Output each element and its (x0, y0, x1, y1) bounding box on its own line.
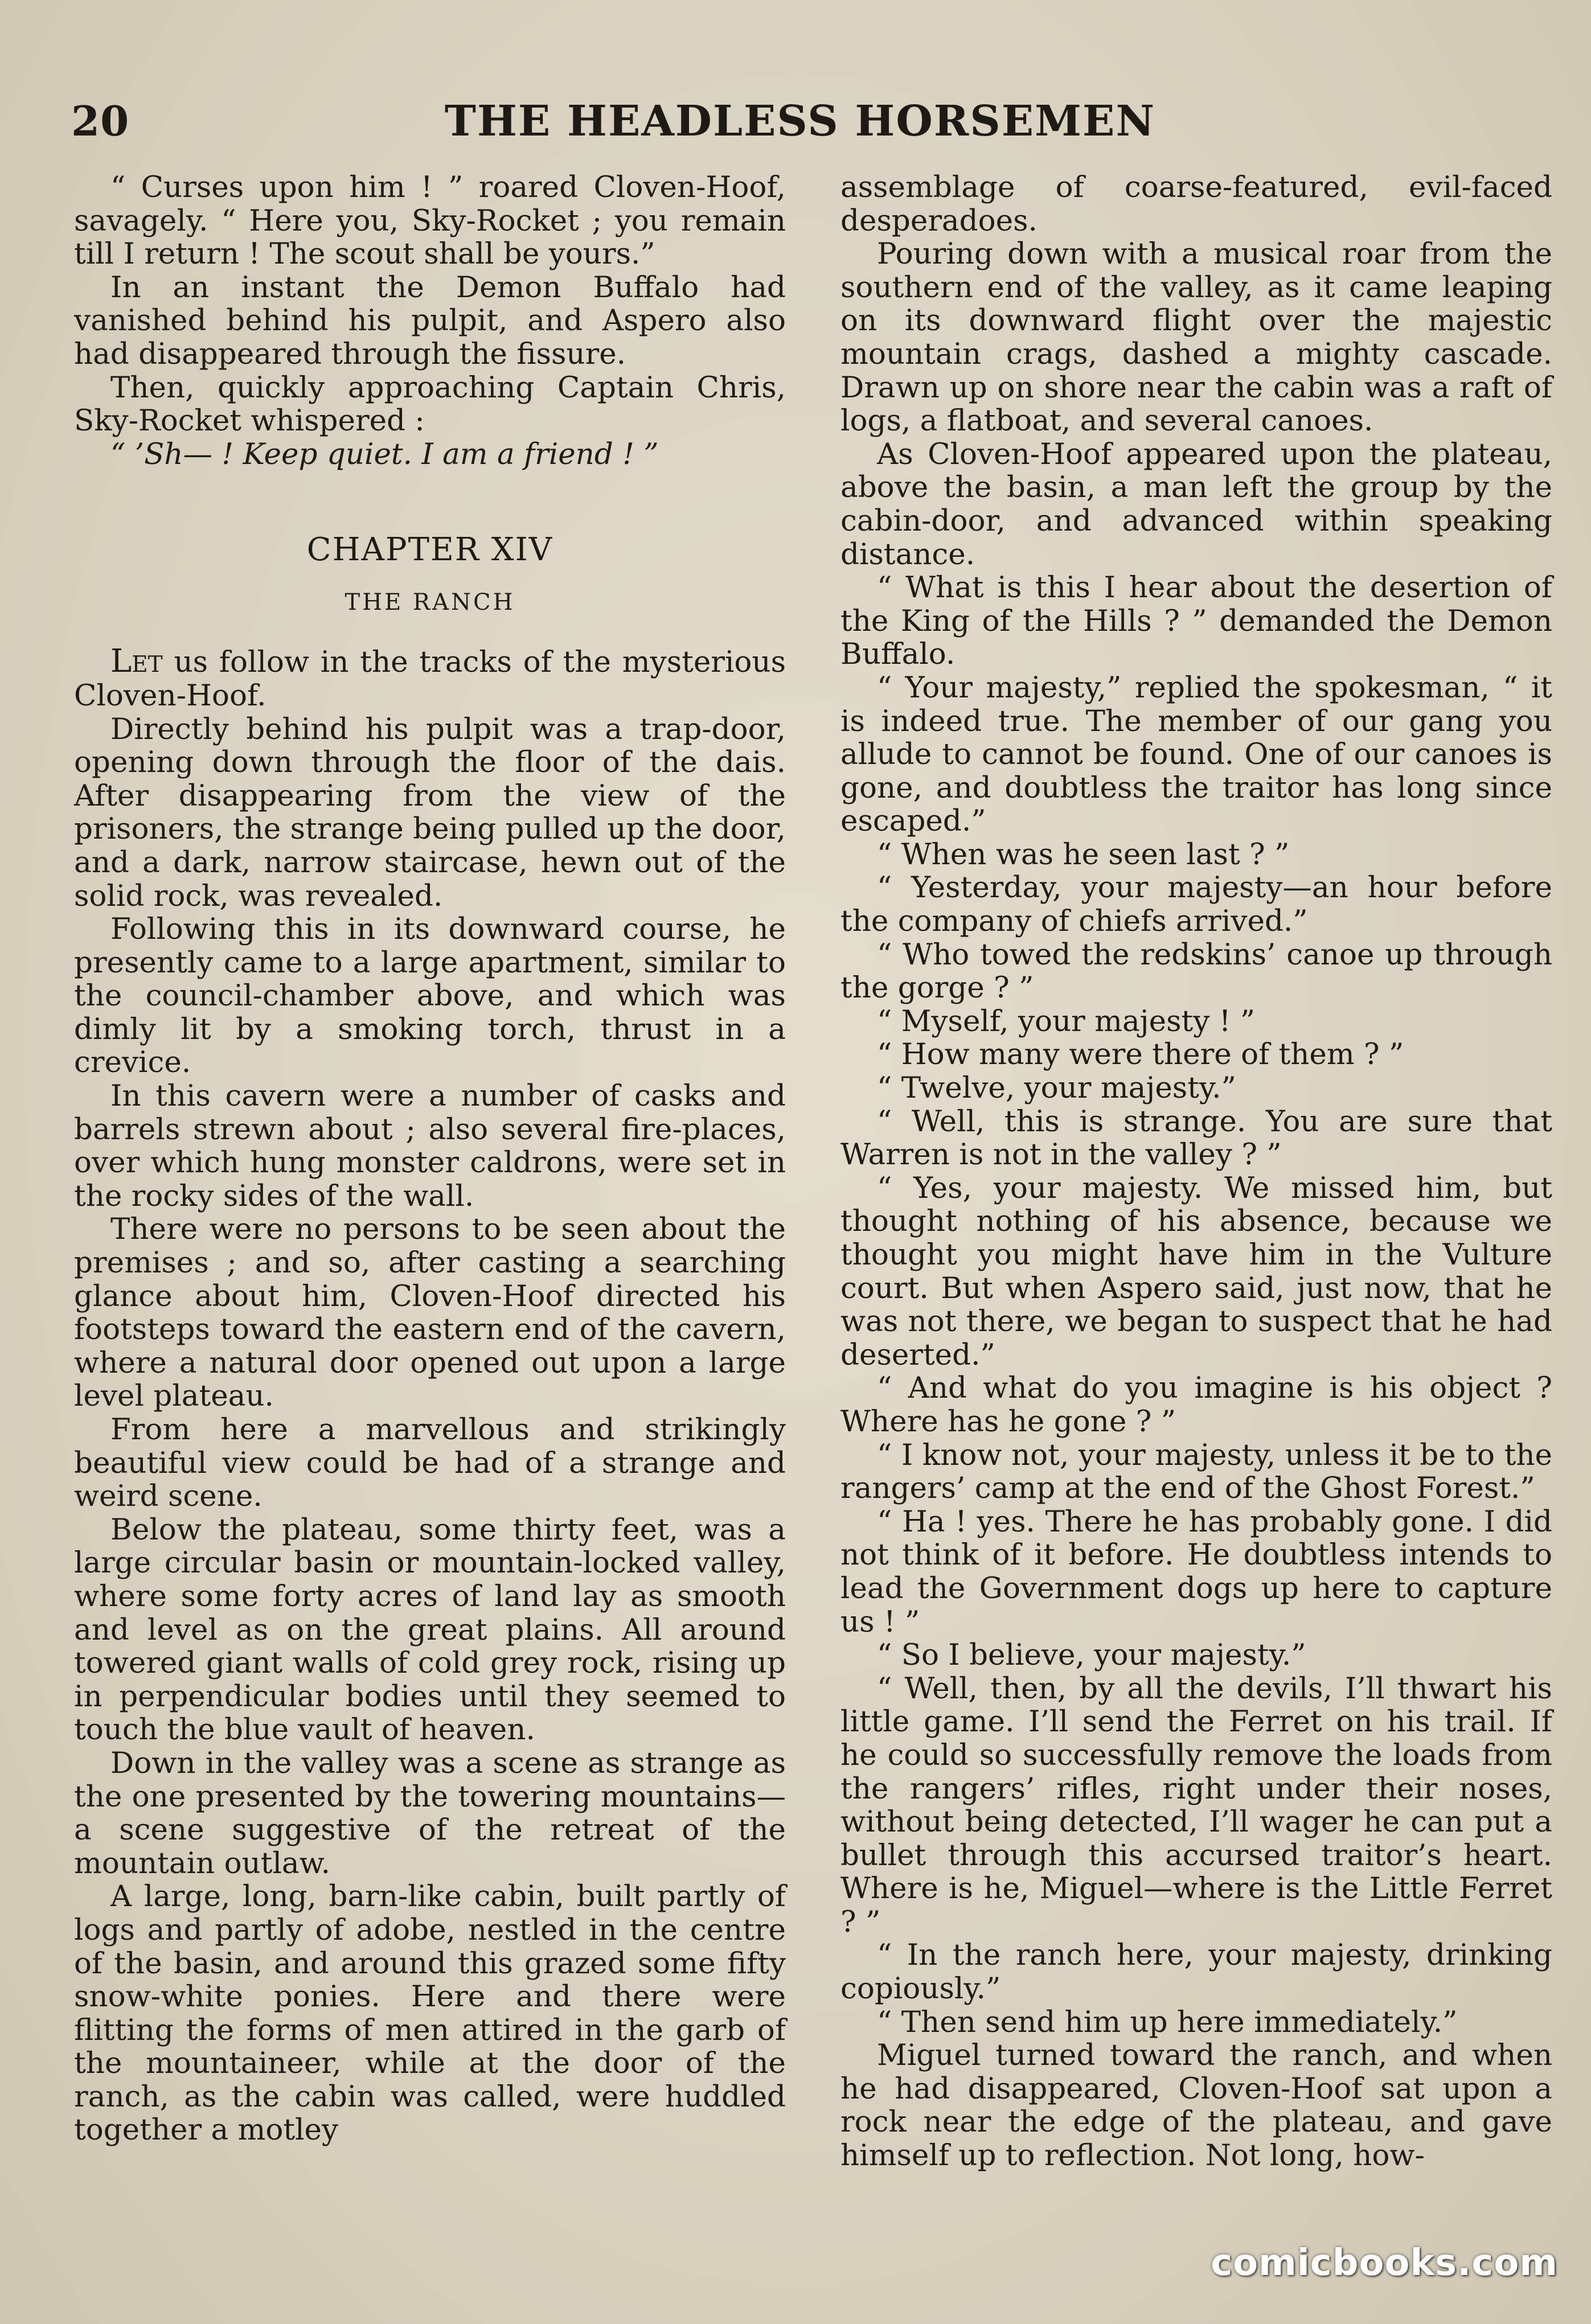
right-text-column (840, 171, 1552, 2249)
paragraph: “ And what do you imagine is his object ? Where has he gone ? ” (840, 1371, 1552, 1439)
paragraph: As Cloven-Hoof appeared upon the plateau, above the basin, a man left the group by the cabin-door, and advanced within speaking distance. (840, 437, 1552, 572)
paragraph: “ Well, this is strange. You are sure that Warren is not in the valley ? ” (840, 1104, 1552, 1172)
paragraph: There were no persons to be seen about the premises ; and so, after casting a searching glance about him, Cloven-Hoof directed his footsteps toward the eastern end of the cavern, where a natural door opened out upon a large level plateau. (74, 1212, 786, 1414)
paragraph: “ Yes, your majesty. We missed him, but thought nothing of his absence, because we thought you might have him in the Vulture court. But when Aspero said, just now, that he was not there, we began to suspect that he had deserted.” (840, 1171, 1552, 1372)
paragraph: From here a marvellous and strikingly beautiful view could be had of a strange and weird scene. (74, 1413, 786, 1514)
paragraph: “ In the ranch here, your majesty, drinking copiously.” (840, 1938, 1552, 2006)
page-header (71, 97, 1529, 148)
paragraph: “ So I believe, your majesty.” (877, 1638, 1306, 1673)
paragraph: Directly behind his pulpit was a trap-door, opening down through the floor of the dais. After disappearing from the view of the prisoners, the strange being pulled up the door, and a dark, narrow staircase, hewn out of the solid rock, was revealed. (74, 712, 786, 913)
paragraph: A large, long, barn-like cabin, built partly of logs and partly of adobe, nestled in the centre of the basin, and around this grazed some fifty snow-white ponies. Here and there were flitting the forms of men attired in the garb of the mountaineer, while at the door of the ranch, as the cabin was called, were huddled together a motley (74, 1879, 786, 2148)
paragraph: Miguel turned toward the ranch, and when he had disappeared, Cloven-Hoof sat upon a rock near the edge of the plateau, and gave himself up to reflection. Not long, how- (840, 2038, 1552, 2173)
paragraph: “ What is this I hear about the desertion of the King of the Hills ? ” demanded the Demon Buffalo. (840, 570, 1552, 672)
chapter-subtitle: THE RANCH (345, 589, 515, 616)
paragraph: “ Yesterday, your majesty—an hour before the company of chiefs arrived.” (840, 871, 1552, 939)
paragraph: “ Your majesty,” replied the spokesman, “ it is indeed true. The member of our gang you allude to cannot be found. One of our canoes is gone, and doubtless the traitor has long since escaped.” (840, 670, 1552, 839)
running-title: THE HEADLESS HORSEMEN (444, 97, 1156, 146)
page-number: 20 (71, 97, 130, 145)
paragraph: “ Well, then, by all the devils, I’ll thwart his little game. I’ll send the Ferret on his trail. If he could so successfully remove the loads from the rangers’ rifles, right under their noses, without being detected, I’ll wager he can put a bullet through this accursed traitor’s heart. Where is he, Miguel—where is the Little Ferret ? ” (840, 1671, 1552, 1939)
paragraph: In this cavern were a number of casks and barrels strewn about ; also several fire-places, over which hung monster caldrons, were set in the rocky sides of the wall. (74, 1079, 786, 1213)
paragraph: “ Ha ! yes. There he has probably gone. I did not think of it before. He doubtless intends to lead the Government dogs up here to capture us ! ” (840, 1504, 1552, 1639)
paragraph: Down in the valley was a scene as strange as the one presented by the towering mountains—a scene suggestive of the retreat of the mountain outlaw. (74, 1746, 786, 1880)
chapter-opening-word: Let (110, 643, 163, 680)
paragraph: “ Twelve, your majesty.” (877, 1071, 1236, 1106)
paragraph: Following this in its downward course, he presently came to a large apartment, similar to the council-chamber above, and which was dimly lit by a smoking torch, thrust in a crevice. (74, 912, 786, 1080)
paragraph: Then, quickly approaching Captain Chris, Sky-Rocket whispered : (74, 370, 786, 438)
left-text-column (74, 171, 786, 2249)
paragraph: “ How many were there of them ? ” (877, 1037, 1404, 1072)
paragraph: assemblage of coarse-featured, evil-faced desperadoes. (840, 170, 1552, 238)
paragraph: “ When was he seen last ? ” (877, 837, 1290, 872)
chapter-title: CHAPTER XIV (306, 531, 553, 569)
site-watermark: comicbooks.com (1211, 2242, 1558, 2284)
paragraph-text: us follow in the tracks of the mysterious Cloven-Hoof. (74, 645, 786, 713)
paragraph: “ ’Sh— ! Keep quiet. I am a friend ! ” (110, 437, 659, 471)
paragraph: “ Curses upon him ! ” roared Cloven-Hoof, savagely. “ Here you, Sky-Rocket ; you remain till I return ! The scout shall be yours.” (74, 170, 786, 272)
paragraph (74, 645, 786, 712)
paragraph: “ Myself, your majesty ! ” (877, 1004, 1256, 1038)
paragraph: “ Then send him up here immediately.” (877, 2005, 1458, 2039)
paragraph: Pouring down with a musical roar from the southern end of the valley, as it came leaping on its downward flight over the majestic mountain crags, dashed a mighty cascade. Drawn up on shore near the cabin was a raft of logs, a flatboat, and several canoes. (840, 237, 1552, 438)
paragraph: In an instant the Demon Buffalo had vanished behind his pulpit, and Aspero also had disappeared through the fissure. (74, 270, 786, 371)
paragraph: Below the plateau, some thirty feet, was a large circular basin or mountain-locked valley, where some forty acres of land lay as smooth and level as on the great plains. All around towered giant walls of cold grey rock, rising up in perpendicular bodies until they seemed to touch the blue vault of heaven. (74, 1512, 786, 1747)
paragraph: “ Who towed the redskins’ canoe up through the gorge ? ” (840, 937, 1552, 1005)
paragraph: “ I know not, your majesty, unless it be to the rangers’ camp at the end of the Ghost Forest.” (840, 1438, 1552, 1506)
